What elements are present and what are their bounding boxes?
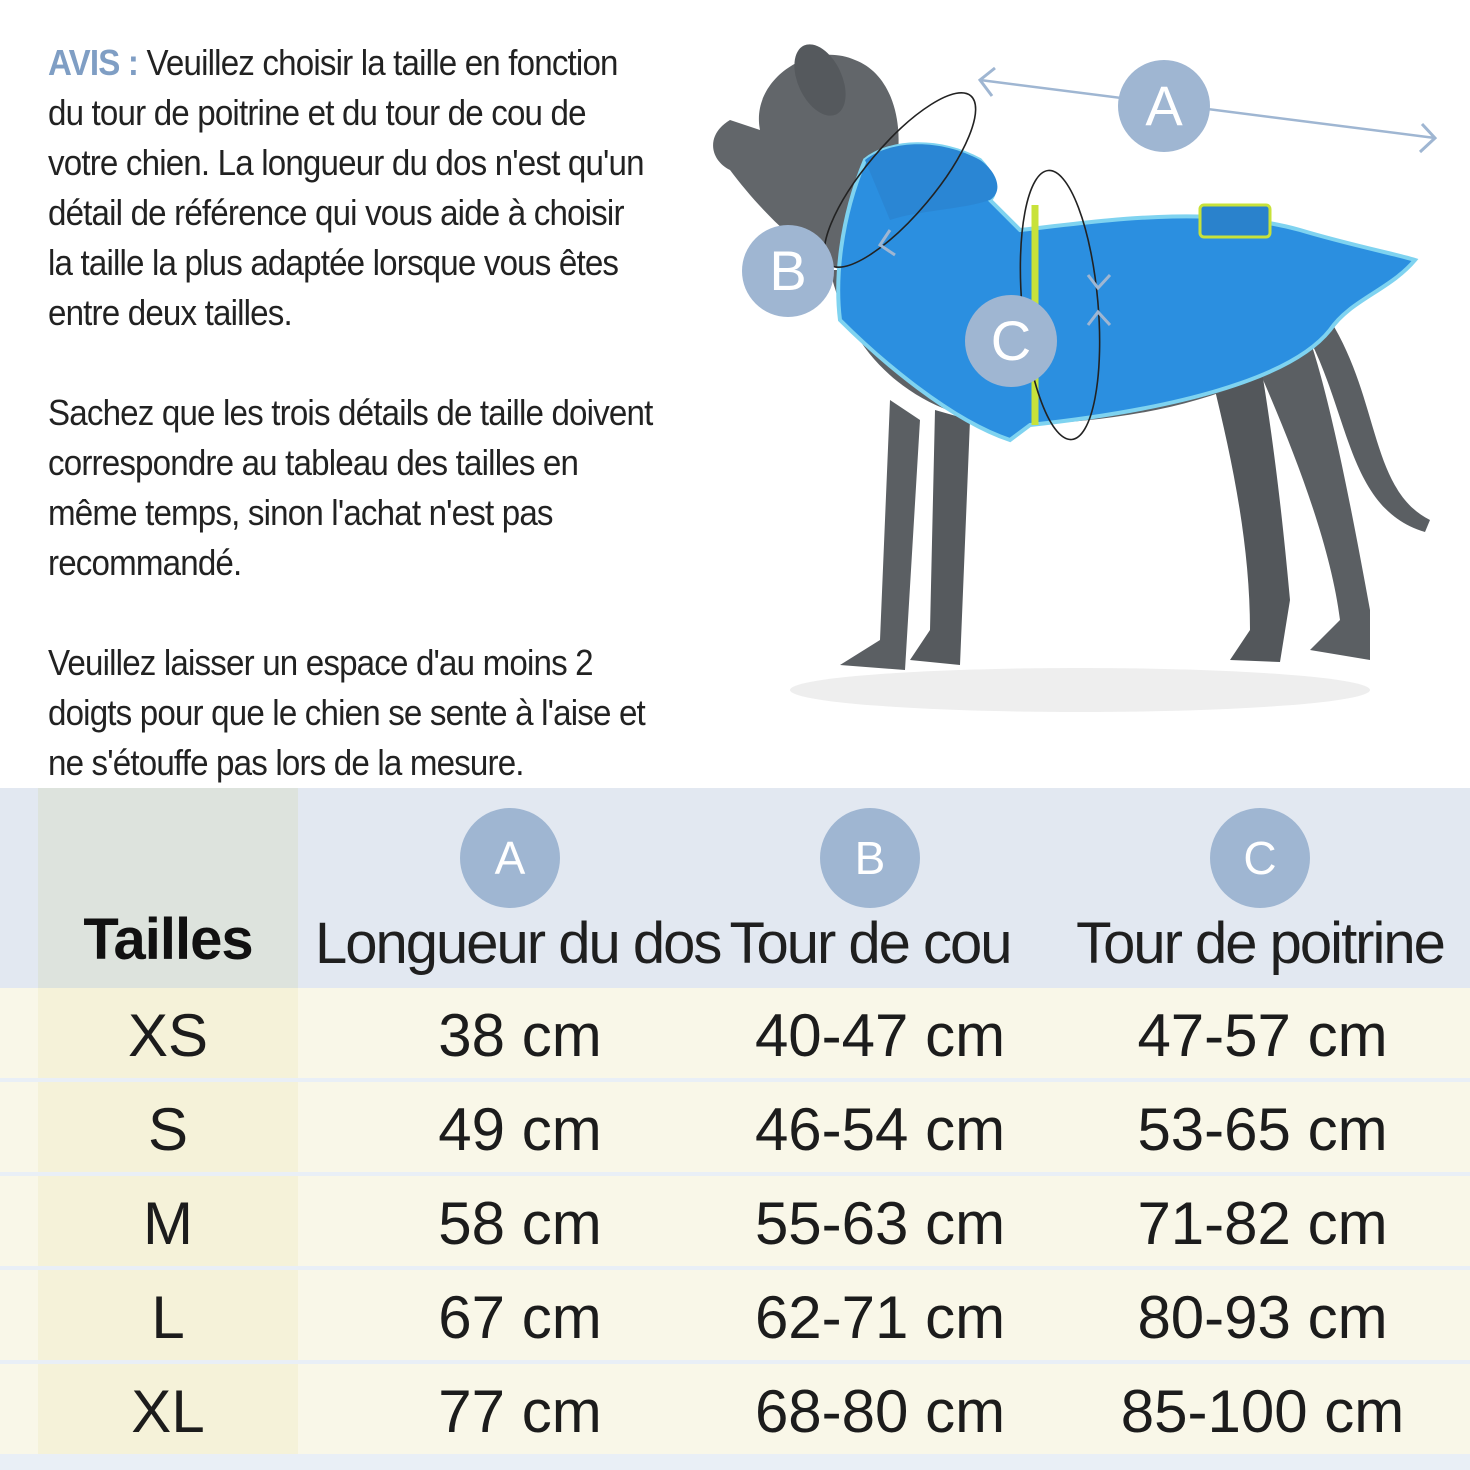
back-length-cell: 38 cm (438, 1002, 602, 1069)
badge-c: C (965, 295, 1057, 387)
table-row (0, 1176, 1470, 1266)
neck-cell: 68-80 cm (754, 1378, 1006, 1445)
neck-cell: 40-47 cm (754, 1002, 1006, 1069)
chest-cell: 53-65 cm (1137, 1096, 1388, 1163)
back-length-cell: 49 cm (438, 1096, 602, 1163)
chest-cell: 85-100 cm (1120, 1378, 1405, 1445)
header-badge-c: C (1210, 808, 1310, 908)
size-cell: S (38, 1082, 298, 1172)
table-header (0, 788, 1470, 988)
header-neck-label: Tour de cou (729, 911, 1011, 976)
table-body (0, 988, 1470, 1458)
size-cell: M (38, 1176, 298, 1266)
badge-a: A (1118, 60, 1210, 152)
header-sizes-label: Tailles (83, 907, 253, 972)
table-row (0, 1270, 1470, 1360)
header-back-length-label: Longueur du dos (315, 911, 721, 976)
dog-measurement-illustration (690, 20, 1460, 760)
dog-coat-drawing (690, 20, 1460, 760)
floor-shadow (790, 668, 1370, 712)
notice-label: AVIS : (48, 42, 139, 83)
notice-paragraph-3: Veuillez laisser un espace d'au moins 2 doigts pour que le chien se sente à l'aise et ne s'étouffe pas lors de la mesure. (48, 642, 645, 783)
back-length-cell: 67 cm (438, 1284, 602, 1351)
header-badge-a: A (460, 808, 560, 908)
header-badge-b: B (820, 808, 920, 908)
dog-front-leg-left (840, 400, 920, 670)
chest-cell: 71-82 cm (1137, 1190, 1388, 1257)
header-chest-label: Tour de poitrine (1076, 911, 1444, 976)
header-neck (725, 808, 1015, 977)
table-row (0, 988, 1470, 1078)
chest-cell: 47-57 cm (1137, 1002, 1388, 1069)
coat-pocket (1200, 205, 1270, 237)
notice-paragraph-1 (48, 38, 655, 338)
dog-front-leg-right (910, 410, 970, 665)
back-length-cell: 58 cm (438, 1190, 602, 1257)
back-length-cell: 77 cm (438, 1378, 602, 1445)
size-notice (48, 38, 655, 788)
neck-cell: 62-71 cm (754, 1284, 1006, 1351)
size-cell: XS (38, 988, 298, 1078)
table-row (0, 1364, 1470, 1454)
notice-text-1: Veuillez choisir la taille en fonction du tour de poitrine et du tour de cou de votre chien. La longueur du dos n'est qu'un détail de référence qui vous aide à choisir la taille la plus adaptée lorsque vous êtes entre deux tailles. (48, 42, 644, 333)
header-chest (1075, 808, 1445, 977)
notice-paragraph-2: Sachez que les trois détails de taille doivent correspondre au tableau des tailles en même temps, sinon l'achat n'est pas recommandé. (48, 392, 653, 583)
size-cell: L (38, 1270, 298, 1360)
neck-cell: 55-63 cm (754, 1190, 1006, 1257)
header-back-length (315, 808, 721, 977)
neck-cell: 46-54 cm (754, 1096, 1006, 1163)
table-row (0, 1082, 1470, 1172)
badge-b: B (742, 225, 834, 317)
chest-cell: 80-93 cm (1137, 1284, 1388, 1351)
size-cell: XL (38, 1364, 298, 1454)
size-chart-table (0, 788, 1470, 1470)
